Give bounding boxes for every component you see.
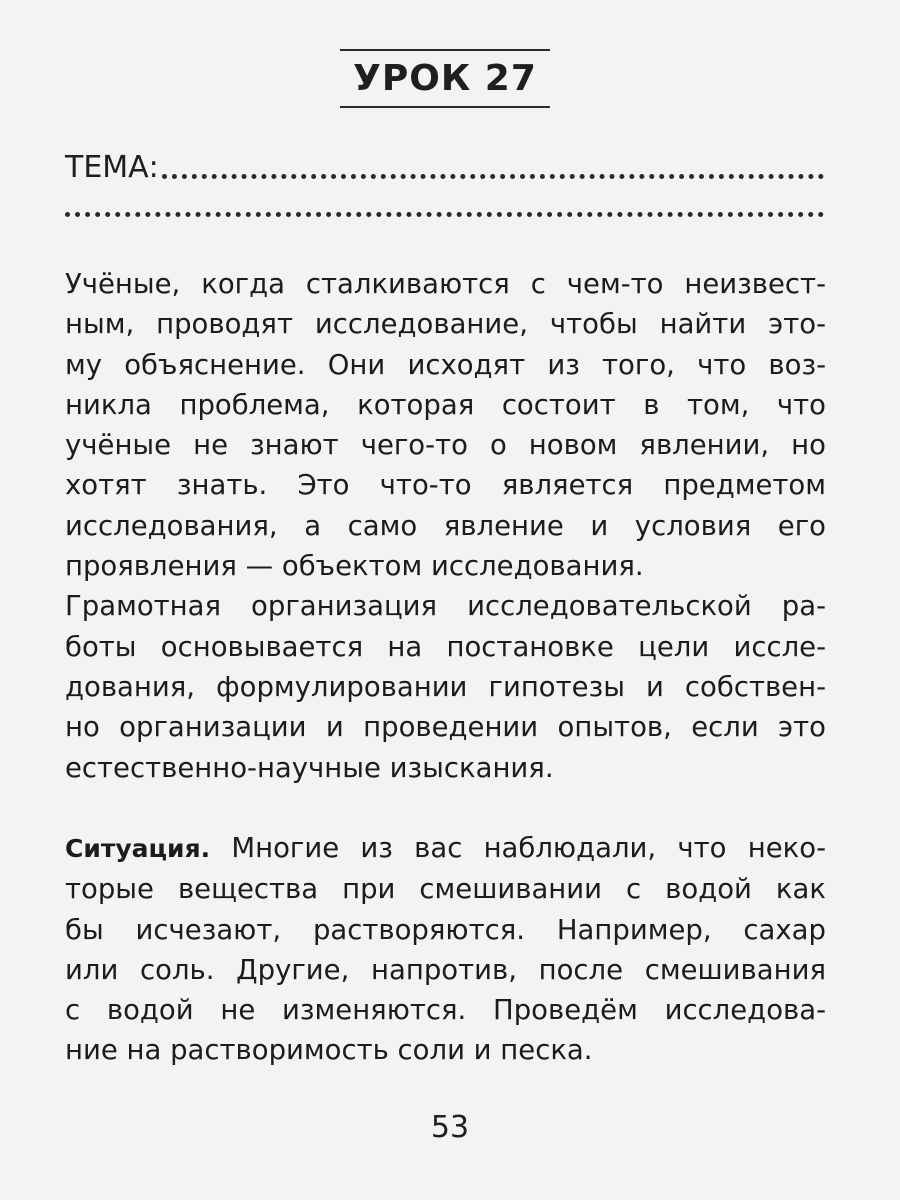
intro-line: ным, проводят исследование, чтобы найти это-	[65, 308, 826, 341]
intro-line: но организации и проведении опытов, если это	[65, 711, 826, 744]
situation-line: или соль. Другие, напротив, после смешивания	[65, 953, 826, 986]
intro-paragraph	[65, 264, 826, 788]
intro-line: хотят знать. Это что-то является предметом	[65, 469, 826, 502]
situation-line: ние на растворимость соли и песка.	[65, 1034, 593, 1067]
situation-first-line-text: Многие из вас наблюдали, что неко-	[231, 832, 826, 864]
title-bottom-rule	[340, 106, 550, 108]
topic-fill-line-2	[65, 212, 824, 217]
situation-line	[65, 828, 826, 869]
topic-fill-line-1	[162, 174, 824, 179]
intro-line: Учёные, когда сталкиваются с чем-то неизвест-	[65, 268, 826, 300]
intro-line: му объяснение. Они исходят из того, что воз-	[65, 348, 826, 381]
intro-line: учёные не знают чего-то о новом явлении, но	[65, 429, 826, 462]
title-top-rule	[340, 49, 550, 51]
intro-line: никла проблема, которая состоит в том, что	[65, 388, 826, 421]
situation-line: торые вещества при смешивании с водой как	[65, 873, 826, 906]
situation-label: Ситуация.	[65, 834, 211, 863]
situation-line: с водой не изменяются. Проведём исследова-	[65, 994, 826, 1027]
intro-line: естественно-научные изыскания.	[65, 751, 554, 784]
intro-line: Грамотная организация исследовательской ра-	[65, 590, 826, 623]
lesson-title: УРОК 27	[353, 58, 537, 99]
intro-line: дования, формулировании гипотезы и собствен-	[65, 670, 826, 703]
situation-paragraph	[65, 828, 826, 1071]
situation-line: бы исчезают, растворяются. Например, сахар	[65, 913, 826, 946]
page-number: 53	[430, 1110, 470, 1145]
intro-line: проявления — объектом исследования.	[65, 550, 644, 583]
intro-line: боты основывается на постановке цели иссле-	[65, 630, 826, 663]
topic-label: ТЕМА:	[65, 150, 159, 185]
intro-line: исследования, а само явление и условия его	[65, 509, 826, 542]
